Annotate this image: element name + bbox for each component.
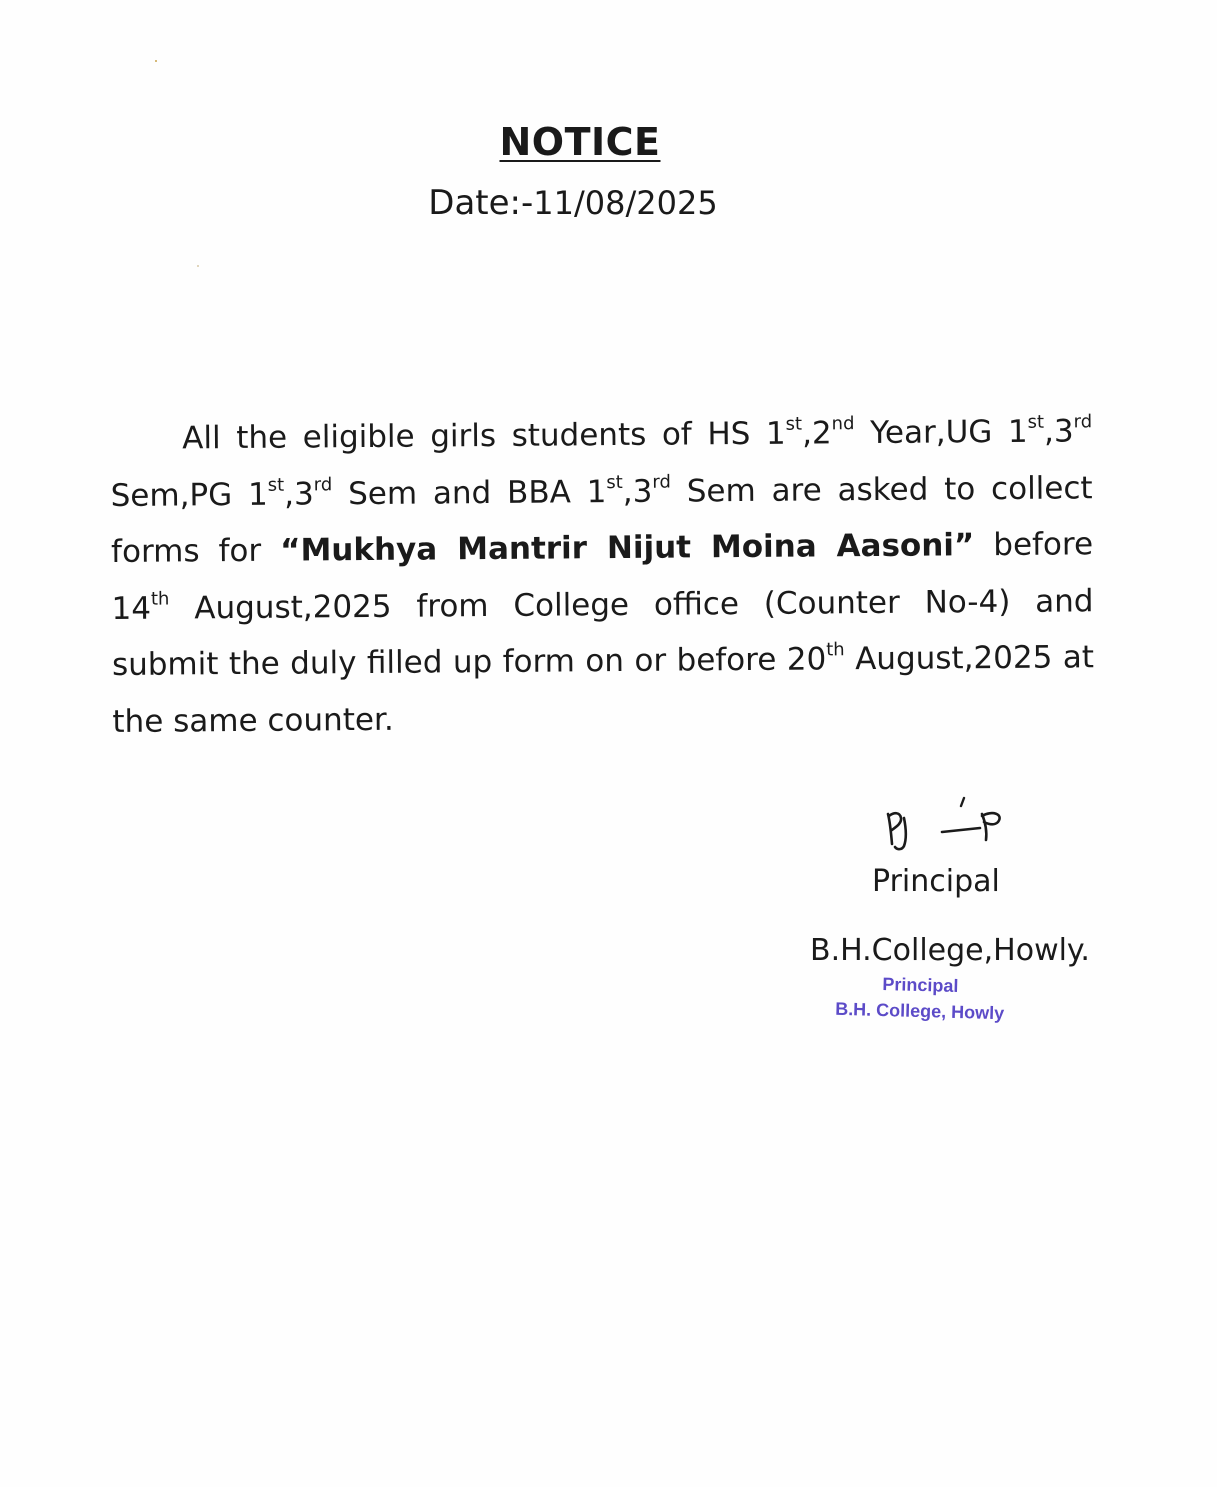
notice-title: NOTICE [499,120,661,164]
official-stamp [799,971,1040,1029]
paper-speck [155,60,157,62]
principal-signature [880,792,1020,858]
stamp-designation: Principal [882,974,959,996]
stamp-institution: B.H. College, Howly [834,998,1005,1024]
notice-body: All the eligible girls students of HS 1st,2nd Year,UG 1st,3rd Sem,PG 1st,3rd Sem and BBA 1st,3rd Sem are asked to collect forms for “Mukhya Mantrir Nijut Moina Aasoni” before 14th August,2025 from College office (Counter No-4) and submit the duly filled up form on or before 20th August,2025 at the same counter. [110,411,1095,740]
date-value: 11/08/2025 [533,184,718,222]
institution-name: B.H.College,Howly. [810,933,1090,968]
signatory-designation: Principal [872,864,1000,899]
date-label: Date:- [428,183,534,223]
scheme-name: “Mukhya Mantrir Nijut Moina Aasoni” [279,527,975,569]
notice-date [0,183,1146,223]
paper-speck [197,265,199,267]
